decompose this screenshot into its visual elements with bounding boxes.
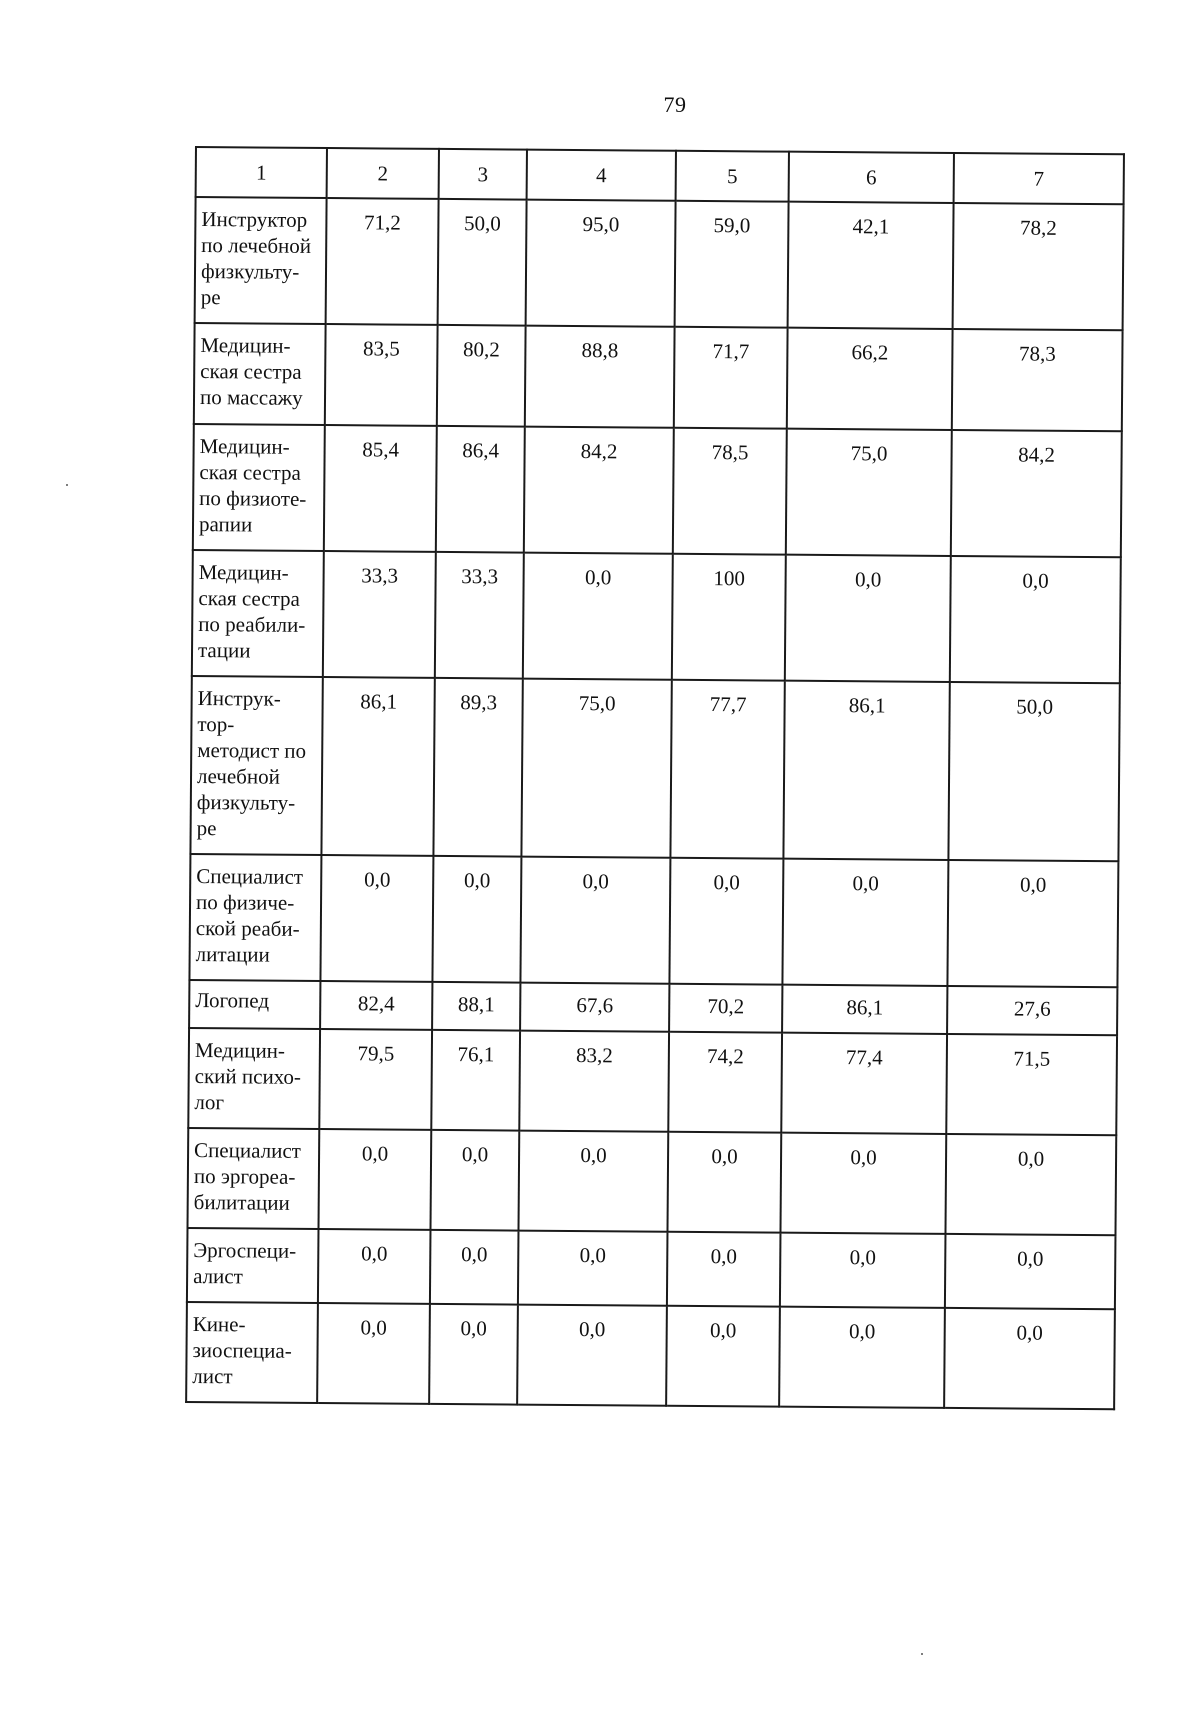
table-row: [195, 197, 1124, 330]
cell-value: 0,0: [945, 1134, 1116, 1235]
cell-value: 0,0: [518, 1231, 668, 1306]
cell-value: 70,2: [669, 984, 782, 1033]
cell-value: 74,2: [668, 1032, 782, 1133]
cell-value: 0,0: [947, 860, 1118, 987]
data-table: [185, 146, 1125, 1410]
column-header-6: 6: [789, 152, 954, 203]
cell-value: 0,0: [667, 1132, 781, 1233]
cell-value: 50,0: [438, 199, 527, 326]
cell-value: 0,0: [317, 1303, 430, 1404]
row-label: Медицин- ская сестра по физиоте- рапии: [193, 424, 325, 551]
column-header-1: 1: [196, 147, 327, 198]
row-label: Эргоспеци- алист: [187, 1228, 319, 1303]
cell-value: 88,8: [525, 326, 675, 428]
row-label: Кине- зиоспециа- лист: [186, 1302, 318, 1403]
table-row: [194, 323, 1123, 431]
cell-value: 83,5: [325, 324, 438, 426]
cell-value: 0,0: [318, 1229, 431, 1304]
cell-value: 0,0: [520, 857, 670, 984]
cell-value: 0,0: [430, 1230, 519, 1305]
cell-value: 71,7: [674, 327, 788, 429]
row-label: Медицин- ская сестра по реабили- тации: [192, 550, 324, 677]
cell-value: 75,0: [521, 679, 671, 858]
cell-value: 27,6: [947, 986, 1117, 1035]
cell-value: 0,0: [523, 553, 673, 680]
cell-value: 86,1: [782, 985, 947, 1034]
table-body: [186, 197, 1123, 1409]
table-row: [187, 1228, 1116, 1309]
row-label: Логопед: [189, 980, 320, 1029]
table-row: [189, 854, 1118, 987]
cell-value: 71,5: [946, 1034, 1117, 1135]
row-label: Специалист по эргореа- билитации: [188, 1128, 320, 1229]
cell-value: 75,0: [786, 429, 952, 556]
cell-value: 88,1: [432, 982, 520, 1031]
cell-value: 84,2: [524, 427, 674, 554]
column-header-7: 7: [954, 153, 1124, 204]
cell-value: 0,0: [950, 556, 1121, 683]
scan-speck: [66, 484, 68, 486]
cell-value: 71,2: [326, 198, 439, 325]
cell-value: 79,5: [319, 1029, 432, 1130]
cell-value: 0,0: [432, 856, 521, 983]
row-label: Медицин- ский психо- лог: [188, 1028, 320, 1129]
header-row: [196, 147, 1124, 204]
table-row: [190, 676, 1119, 861]
cell-value: 95,0: [526, 200, 676, 327]
cell-value: 82,4: [320, 981, 432, 1030]
column-header-2: 2: [327, 148, 439, 199]
cell-value: 0,0: [430, 1130, 519, 1231]
cell-value: 78,3: [952, 329, 1123, 431]
cell-value: 89,3: [433, 678, 522, 857]
cell-value: 0,0: [517, 1305, 667, 1406]
column-header-5: 5: [676, 151, 789, 202]
scan-speck: [921, 1653, 923, 1655]
table-row: [186, 1302, 1115, 1409]
cell-value: 50,0: [948, 682, 1119, 861]
table-row: [188, 1028, 1117, 1135]
cell-value: 67,6: [520, 983, 669, 1032]
cell-value: 76,1: [431, 1030, 520, 1131]
cell-value: 66,2: [787, 328, 953, 430]
cell-value: 0,0: [782, 859, 948, 986]
cell-value: 0,0: [667, 1232, 781, 1307]
cell-value: 86,1: [321, 677, 434, 856]
table-row: [192, 550, 1121, 683]
page-number: 79: [663, 92, 687, 117]
cell-value: 84,2: [951, 430, 1122, 557]
cell-value: 0,0: [518, 1131, 668, 1232]
cell-value: 0,0: [429, 1304, 518, 1405]
cell-value: 0,0: [666, 1306, 780, 1407]
cell-value: 0,0: [318, 1129, 431, 1230]
cell-value: 77,7: [670, 680, 784, 859]
row-label: Инструктор по лечебной физкульту- ре: [195, 197, 327, 324]
column-header-3: 3: [439, 149, 527, 200]
cell-value: 78,5: [673, 428, 787, 555]
cell-value: 78,2: [953, 203, 1124, 330]
cell-value: 0,0: [779, 1307, 945, 1408]
row-label: Инструк- тор- методист по лечебной физкульту- ре: [190, 676, 322, 855]
cell-value: 33,3: [435, 552, 524, 679]
table-row: [189, 980, 1117, 1035]
cell-value: 0,0: [669, 858, 783, 985]
cell-value: 100: [672, 554, 786, 681]
cell-value: 33,3: [323, 551, 436, 678]
cell-value: 59,0: [675, 201, 789, 328]
cell-value: 80,2: [437, 325, 526, 427]
cell-value: 42,1: [788, 202, 954, 329]
table-row: [188, 1128, 1117, 1235]
cell-value: 0,0: [320, 855, 433, 982]
cell-value: 85,4: [324, 425, 437, 552]
cell-value: 0,0: [780, 1233, 946, 1308]
cell-value: 77,4: [781, 1033, 947, 1134]
cell-value: 0,0: [945, 1234, 1116, 1309]
cell-value: 0,0: [785, 555, 951, 682]
cell-value: 0,0: [944, 1308, 1115, 1409]
cell-value: 83,2: [519, 1031, 669, 1132]
cell-value: 86,4: [436, 426, 525, 553]
row-label: Медицин- ская сестра по массажу: [194, 323, 326, 425]
row-label: Специалист по физиче- ской реаби- литации: [189, 854, 321, 981]
column-header-4: 4: [527, 150, 676, 201]
cell-value: 0,0: [780, 1133, 946, 1234]
table-row: [193, 424, 1122, 557]
cell-value: 86,1: [783, 681, 949, 860]
